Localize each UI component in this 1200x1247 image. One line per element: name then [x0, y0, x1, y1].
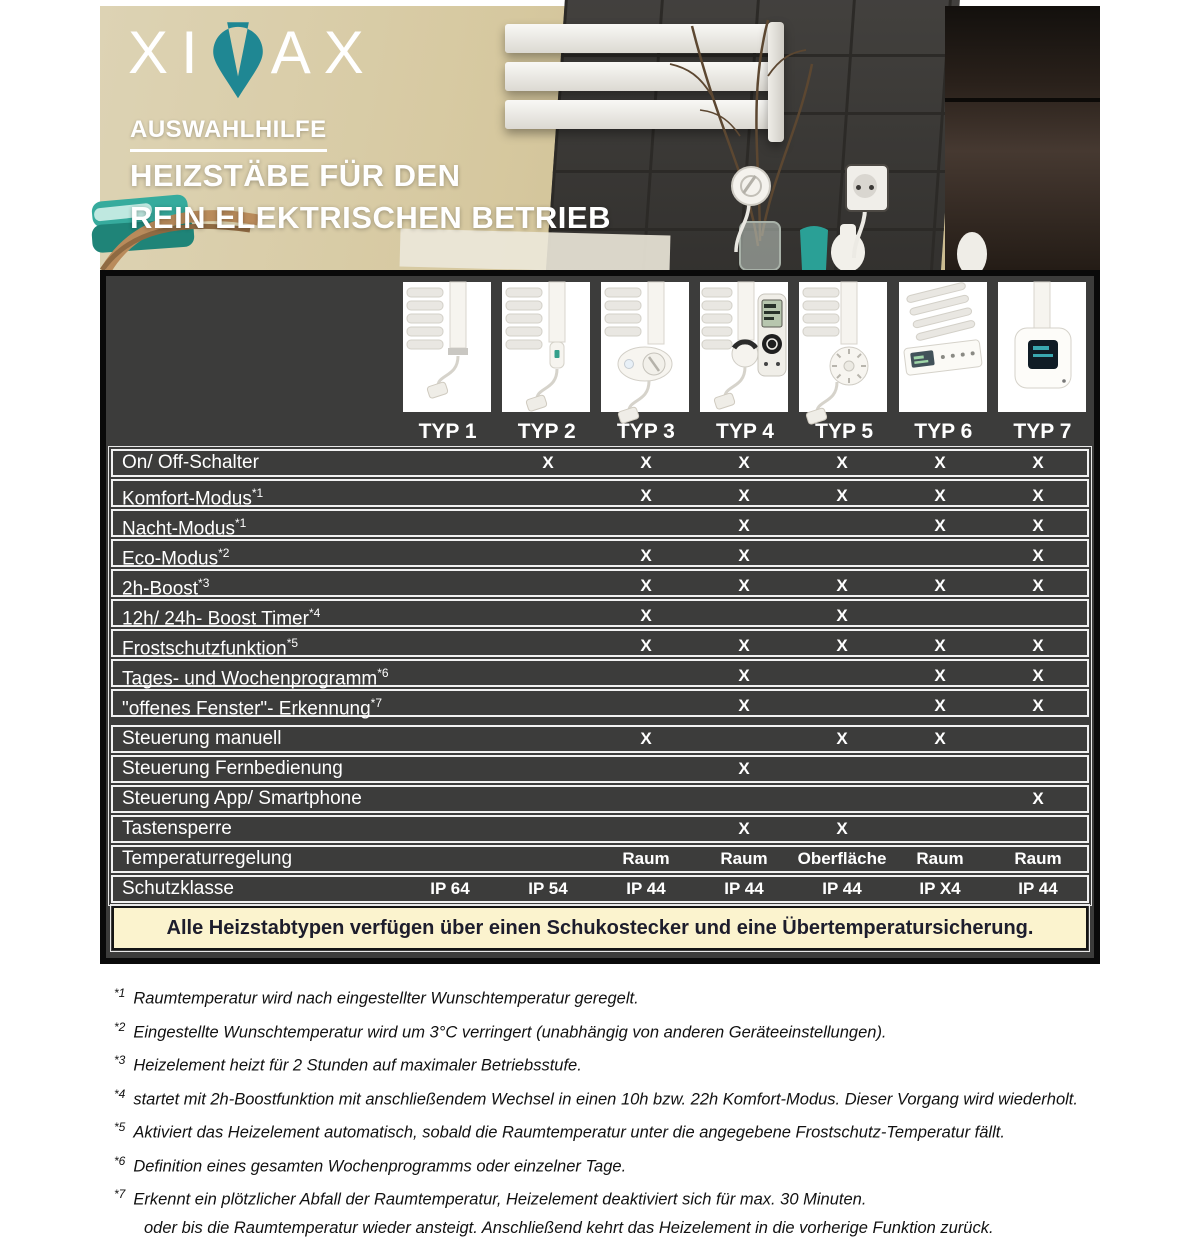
panel-display-icon — [899, 282, 987, 412]
row-label: Tastensperre — [122, 818, 232, 839]
table-row — [111, 479, 1089, 510]
product-image-typ-6 — [899, 282, 987, 412]
feature-cell: IP 44 — [822, 879, 862, 898]
feature-cell: X — [1032, 546, 1044, 566]
footnote-text: oder bis die Raumtemperatur wieder ansteigt. Anschließend kehrt das Heizelement in die vorherige Funktion zurück. — [144, 1218, 994, 1237]
feature-cell: Raum — [916, 849, 964, 868]
footnote-text: Raumtemperatur wird nach eingestellter Wunschtemperatur geregelt. — [133, 989, 639, 1008]
column-header-typ-3: TYP 3 — [616, 420, 675, 443]
row-label: Eco-Modus$^{*2}$ — [122, 546, 230, 570]
product-image-typ-4 — [700, 282, 788, 412]
column-header-typ-6: TYP 6 — [914, 420, 973, 443]
feature-cell: X — [640, 606, 652, 626]
row-label: 2h-Boost$^{*3}$ — [122, 576, 210, 600]
table-row — [111, 509, 1089, 540]
eyebrow-title: AUSWAHLHILFE — [130, 116, 327, 152]
hero-title-line2: REIN ELEKTRISCHEN BETRIEB — [130, 200, 611, 235]
footnote-marker: *6 — [377, 666, 389, 680]
feature-cell: X — [738, 819, 750, 838]
footnote-text: Eingestellte Wunschtemperatur wird um 3°C verringert (unabhängig von anderen Geräteeinstellungen). — [133, 1023, 887, 1041]
feature-cell: X — [934, 666, 946, 686]
footnote-text: Definition eines gesamten Wochenprogramms oder einzelner Tage. — [133, 1157, 627, 1175]
ximax-logo — [128, 18, 377, 100]
product-image-typ-7 — [998, 282, 1086, 412]
footnote — [114, 1085, 1094, 1110]
column-header-spacer — [108, 418, 398, 446]
row-label: "offenes Fenster"- Erkennung$^{*7}$ — [122, 696, 383, 720]
feature-cell: X — [934, 576, 946, 596]
logo-text-post: AX — [270, 19, 377, 86]
footnote — [114, 1051, 1094, 1076]
feature-cell: X — [1032, 666, 1044, 686]
feature-cell: X — [1032, 789, 1044, 808]
element-oval-dial-icon — [601, 282, 689, 412]
row-label: Schutzklasse — [122, 878, 234, 899]
table-row — [111, 689, 1089, 720]
table-row — [111, 725, 1089, 753]
footnote-text: Aktiviert das Heizelement automatisch, sobald die Raumtemperatur unter die angegebene Frostschutz-Temperatur fällt. — [133, 1123, 1005, 1142]
feature-cell: X — [836, 486, 848, 506]
column-header-typ-1: TYP 1 — [418, 420, 477, 443]
feature-cell: Raum — [622, 849, 670, 868]
table-row — [111, 845, 1089, 873]
row-label: Steuerung App/ Smartphone — [122, 788, 362, 809]
feature-cell: X — [836, 453, 848, 472]
feature-cell: X — [1032, 486, 1044, 506]
feature-cell: Oberfläche — [797, 849, 887, 868]
feature-cell: X — [934, 636, 946, 656]
feature-cell: X — [640, 546, 652, 566]
footnote-marker: *2 — [218, 546, 230, 560]
table-row — [111, 875, 1089, 903]
feature-cell: X — [934, 516, 946, 536]
element-plain-icon — [403, 282, 491, 412]
feature-cell: X — [1032, 453, 1044, 472]
element-thermostat-dial-icon — [799, 282, 887, 412]
table-row — [111, 659, 1089, 690]
row-label: Temperaturregelung — [122, 848, 293, 869]
table-row — [111, 449, 1089, 477]
column-header-typ-2: TYP 2 — [517, 420, 576, 443]
feature-cell: X — [836, 576, 848, 596]
footnote — [114, 984, 1094, 1009]
wall-outlet — [845, 164, 889, 212]
feature-cell: X — [738, 696, 750, 716]
column-header-typ-4: TYP 4 — [716, 420, 774, 443]
teal-vase — [800, 226, 828, 273]
ximax-m-icon — [207, 22, 269, 100]
feature-cell: X — [738, 453, 750, 472]
footnote-text: Heizelement heizt für 2 Stunden auf maximaler Betriebsstufe. — [133, 1056, 582, 1075]
feature-cell: X — [934, 486, 946, 506]
row-label: 12h/ 24h- Boost Timer$^{*4}$ — [122, 606, 321, 630]
table-row — [111, 755, 1089, 783]
row-label: Frostschutzfunktion$^{*5}$ — [122, 636, 299, 660]
column-header-typ-5: TYP 5 — [815, 420, 874, 443]
footnote-text: Erkennt ein plötzlicher Abfall der Raumtemperatur, Heizelement deaktiviert sich für max. 30 Minuten. — [133, 1190, 867, 1209]
feature-cell: X — [640, 729, 652, 748]
table-row — [111, 569, 1089, 600]
footnote-marker: *7 — [114, 1187, 126, 1201]
feature-cell: X — [738, 759, 750, 778]
product-image-typ-3 — [601, 282, 689, 412]
feature-cell: Raum — [720, 849, 768, 868]
feature-cell: X — [738, 516, 750, 536]
hero-photo — [100, 6, 1100, 270]
footnote-marker: *5 — [286, 636, 299, 650]
feature-cell: X — [1032, 636, 1044, 656]
footnote-marker: *7 — [370, 696, 383, 710]
footnote — [114, 1185, 1094, 1210]
feature-cell: X — [738, 666, 750, 686]
feature-cell: IP 64 — [430, 879, 470, 898]
glass-vase — [740, 222, 780, 270]
logo-text-pre: XI — [128, 19, 211, 86]
row-label: On/ Off-Schalter — [122, 452, 259, 473]
element-indicator-icon — [502, 282, 590, 412]
feature-cell: X — [640, 576, 652, 596]
feature-cell: X — [738, 576, 750, 596]
feature-cell: X — [836, 729, 848, 748]
feature-cell: X — [934, 729, 946, 748]
element-remote-icon — [700, 282, 788, 412]
row-label: Komfort-Modus$^{*1}$ — [122, 486, 264, 510]
footnote — [144, 1219, 1094, 1238]
table-row — [111, 599, 1089, 630]
row-label: Nacht-Modus$^{*1}$ — [122, 516, 247, 540]
feature-matrix — [108, 446, 1092, 906]
comparison-table-section — [100, 270, 1100, 964]
footnote-marker: *3 — [198, 576, 210, 590]
footnote-text: startet mit 2h-Boostfunktion mit anschließendem Wechsel in einen 10h bzw. 22h Komfort-Modus. Dieser Vorgang wird wiederholt. — [133, 1090, 1078, 1108]
feature-cell: X — [934, 453, 946, 472]
table-row — [111, 815, 1089, 843]
row-label: Tages- und Wochenprogramm$^{*6}$ — [122, 666, 389, 690]
feature-cell: X — [934, 696, 946, 716]
feature-cell: IP 54 — [528, 879, 568, 898]
row-label: Steuerung Fernbedienung — [122, 758, 343, 779]
column-header-row — [108, 418, 1092, 446]
footnote-marker: *5 — [114, 1120, 126, 1134]
footnote-marker: *1 — [114, 986, 126, 1000]
box-display-icon — [998, 282, 1086, 412]
feature-cell: X — [738, 546, 750, 566]
row-label: Steuerung manuell — [122, 728, 282, 749]
footnote-marker: *4 — [114, 1086, 126, 1101]
feature-cell: X — [542, 453, 554, 472]
feature-cell: X — [738, 636, 750, 656]
product-image-row — [106, 282, 1094, 412]
footnotes-section — [114, 984, 1094, 1247]
footnote — [114, 1152, 1094, 1177]
product-image-typ-2 — [502, 282, 590, 412]
branches-illustration — [670, 20, 812, 246]
product-image-typ-5 — [799, 282, 887, 412]
footnote-marker: *6 — [114, 1153, 126, 1168]
footnote — [114, 1018, 1094, 1043]
footnote-marker: *4 — [308, 606, 321, 620]
feature-cell: X — [836, 819, 848, 838]
feature-cell: X — [836, 606, 848, 626]
feature-cell: IP 44 — [1018, 879, 1058, 898]
feature-cell: X — [1032, 696, 1044, 716]
feature-cell: X — [1032, 576, 1044, 596]
feature-cell: IP X4 — [919, 879, 961, 898]
feature-cell: Raum — [1014, 849, 1062, 868]
feature-cell: X — [640, 453, 652, 472]
footnote — [114, 1118, 1094, 1143]
footnote-marker: *2 — [114, 1019, 126, 1034]
feature-cell: X — [640, 636, 652, 656]
feature-cell: X — [738, 486, 750, 506]
product-image-typ-1 — [403, 282, 491, 412]
table-row — [111, 785, 1089, 813]
feature-cell: IP 44 — [626, 879, 666, 898]
table-row — [111, 539, 1089, 570]
info-banner: Alle Heizstabtypen verfügen über einen Schukostecker und eine Übertemperatursicherung. — [112, 906, 1088, 950]
feature-cell: IP 44 — [724, 879, 764, 898]
feature-cell: X — [1032, 516, 1044, 536]
feature-cell: X — [640, 486, 652, 506]
feature-cell: X — [836, 636, 848, 656]
footnote-marker: *3 — [114, 1053, 126, 1067]
footnote-marker: *1 — [235, 516, 247, 530]
footnote-marker: *1 — [251, 486, 264, 500]
hero-title-line1: HEIZSTÄBE FÜR DEN — [130, 158, 461, 193]
column-header-typ-7: TYP 7 — [1013, 420, 1072, 443]
heating-element-knob — [731, 166, 771, 206]
table-row — [111, 629, 1089, 660]
